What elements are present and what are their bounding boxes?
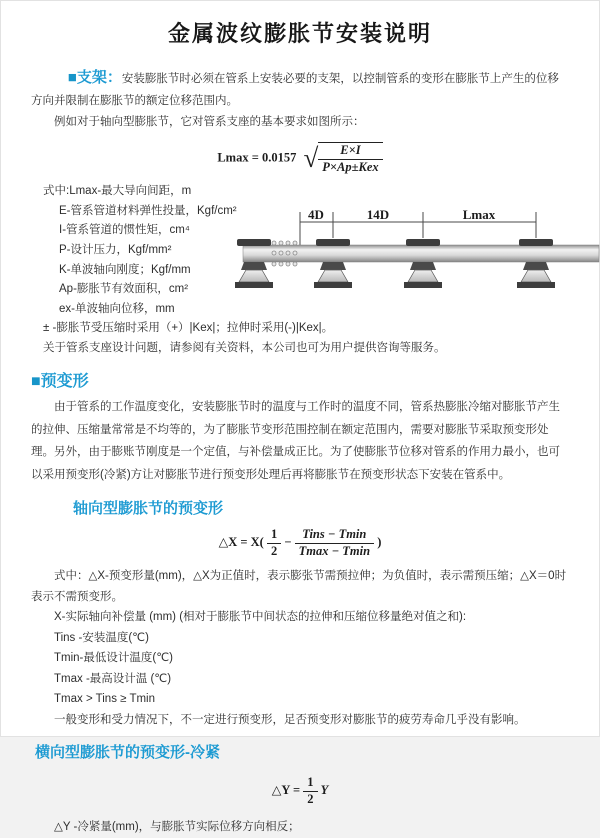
dim-label-4d: 4D [308, 207, 324, 223]
dy-formula-lhs: △Y = [271, 783, 301, 797]
support-section-label [68, 69, 122, 86]
one-half-fraction: $\frac{1}{2}$ [267, 527, 281, 559]
minus-sign: − [284, 535, 292, 549]
definition-line: P-设计压力，Kgf/mm² [59, 244, 172, 257]
preform-heading-text: 预变形 [40, 373, 89, 391]
dx-formula-lhs: △X = X( [218, 535, 264, 549]
lateral-note: △Y -冷紧量(mm)，与膨胀节实际位移方向相反； [54, 821, 300, 834]
definition-line: ex-单波轴向位移，mm [59, 302, 175, 315]
definition-line: 式中:Lmax-最大导向间距，m [43, 185, 192, 198]
lmax-formula-denominator: P×Ap±Kex [322, 159, 379, 174]
axial-preform-formula [31, 527, 569, 559]
radical-sign-icon: √ [303, 143, 319, 174]
preform-body-paragraph: 由于管系的工作温度变化，安装膨胀节时的温度与工作时的温度不同，管系热膨胀冷缩对膨胀节产生的拉伸、压缩量常常是不均等的，为了膨胀节变形范围控制在额定范围内，需要对膨胀节采取预变形处理。另外，由于膨账节刚度是一个定值，与补偿量成正比。为了使膨胀节位移对管系的作用力最小，也可以采用预变形(冷紧)方让对膨胀节进行预变形处理后再将膨胀节在预变形状态下安装在管系中。 [31, 401, 560, 481]
support-intro-paragraph [31, 64, 569, 112]
support-intro-text: 安装膨胀节时必须在管系上安装必要的支架，以控制管系的变形在膨胀节上产生的位移方向并限制在膨胀节的额定位移范围内。 [31, 73, 559, 108]
axial-note: X-实际轴向补偿量 (mm) (相对于膨胀节中间状态的拉伸和压缩位移量绝对值之和): [54, 611, 467, 624]
axial-note: 一般变形和受力情况下，不一定进行预变形，足否预变形对膨胀节的疲劳寿命几乎没有影响。 [54, 713, 526, 726]
dim-label-14d: 14D [366, 207, 390, 223]
axial-note: Tins -安装温度(℃) [54, 631, 149, 644]
definition-line: K-单波轴向刚度；Kgf/mm [59, 263, 191, 276]
lmax-formula-fraction [318, 142, 382, 175]
one-half-fraction: $\frac{1}{2}$ [303, 775, 317, 807]
lmax-formula-numerator: E×I [318, 143, 382, 160]
definition-line: ± -膨胀节受压缩时采用（+）|Kex|；拉伸时采用(-)|Kex|。 [43, 322, 334, 335]
support-heading: 支架： [76, 69, 122, 86]
lateral-preform-formula [31, 775, 569, 807]
definition-line: 关于管系支座设计问题，请参阅有关资料，本公司也可为用户提供咨询等服务。 [43, 341, 446, 354]
section-marker-icon: ■ [67, 69, 77, 86]
lateral-preform-heading: 横向型膨胀节的预变形-冷紧 [35, 744, 220, 761]
axial-note: Tmin-最低设计温度(℃) [54, 652, 173, 665]
pipe-support-diagram [243, 208, 599, 308]
axial-preform-heading: 轴向型膨胀节的预变形 [73, 500, 224, 517]
section-marker-icon: ■ [31, 373, 41, 391]
definition-line: Ap-膨胀节有效面积，cm² [59, 283, 189, 296]
axial-note: Tmax > Tins ≥ Tmin [54, 693, 155, 706]
dy-formula-rhs: Y [320, 783, 329, 797]
dx-formula-rhs: ) [377, 535, 382, 549]
axial-note: 式中：△X-预变形量(mm)，△X为正值时，表示膨张节需预拉伸；为负值时，表示需预压缩；△X＝0时表示不需预变形。 [31, 570, 567, 603]
definition-line: I-管系管道的惯性矩，cm⁴ [59, 224, 190, 237]
lmax-formula-lhs: Lmax = 0.0157 [217, 150, 297, 165]
dim-label-lmax: Lmax [462, 207, 496, 223]
page-title: 金属波纹膨胀节安装说明 [167, 21, 432, 46]
definition-line: E-管系管道材料弹性投量，Kgf/cm² [59, 204, 237, 217]
support-example-line: 例如对于轴向型膨胀节，它对管系支座的基本要求如图所示： [54, 116, 365, 129]
preform-section-heading [31, 368, 569, 391]
lmax-formula [31, 142, 569, 175]
definitions-and-diagram [31, 182, 569, 358]
axial-note: Tmax -最高设计温 (℃) [54, 672, 172, 685]
temperature-fraction: $\frac{\text{Tins − Tmin}}{Tmax - Tmin}$ [295, 527, 374, 559]
